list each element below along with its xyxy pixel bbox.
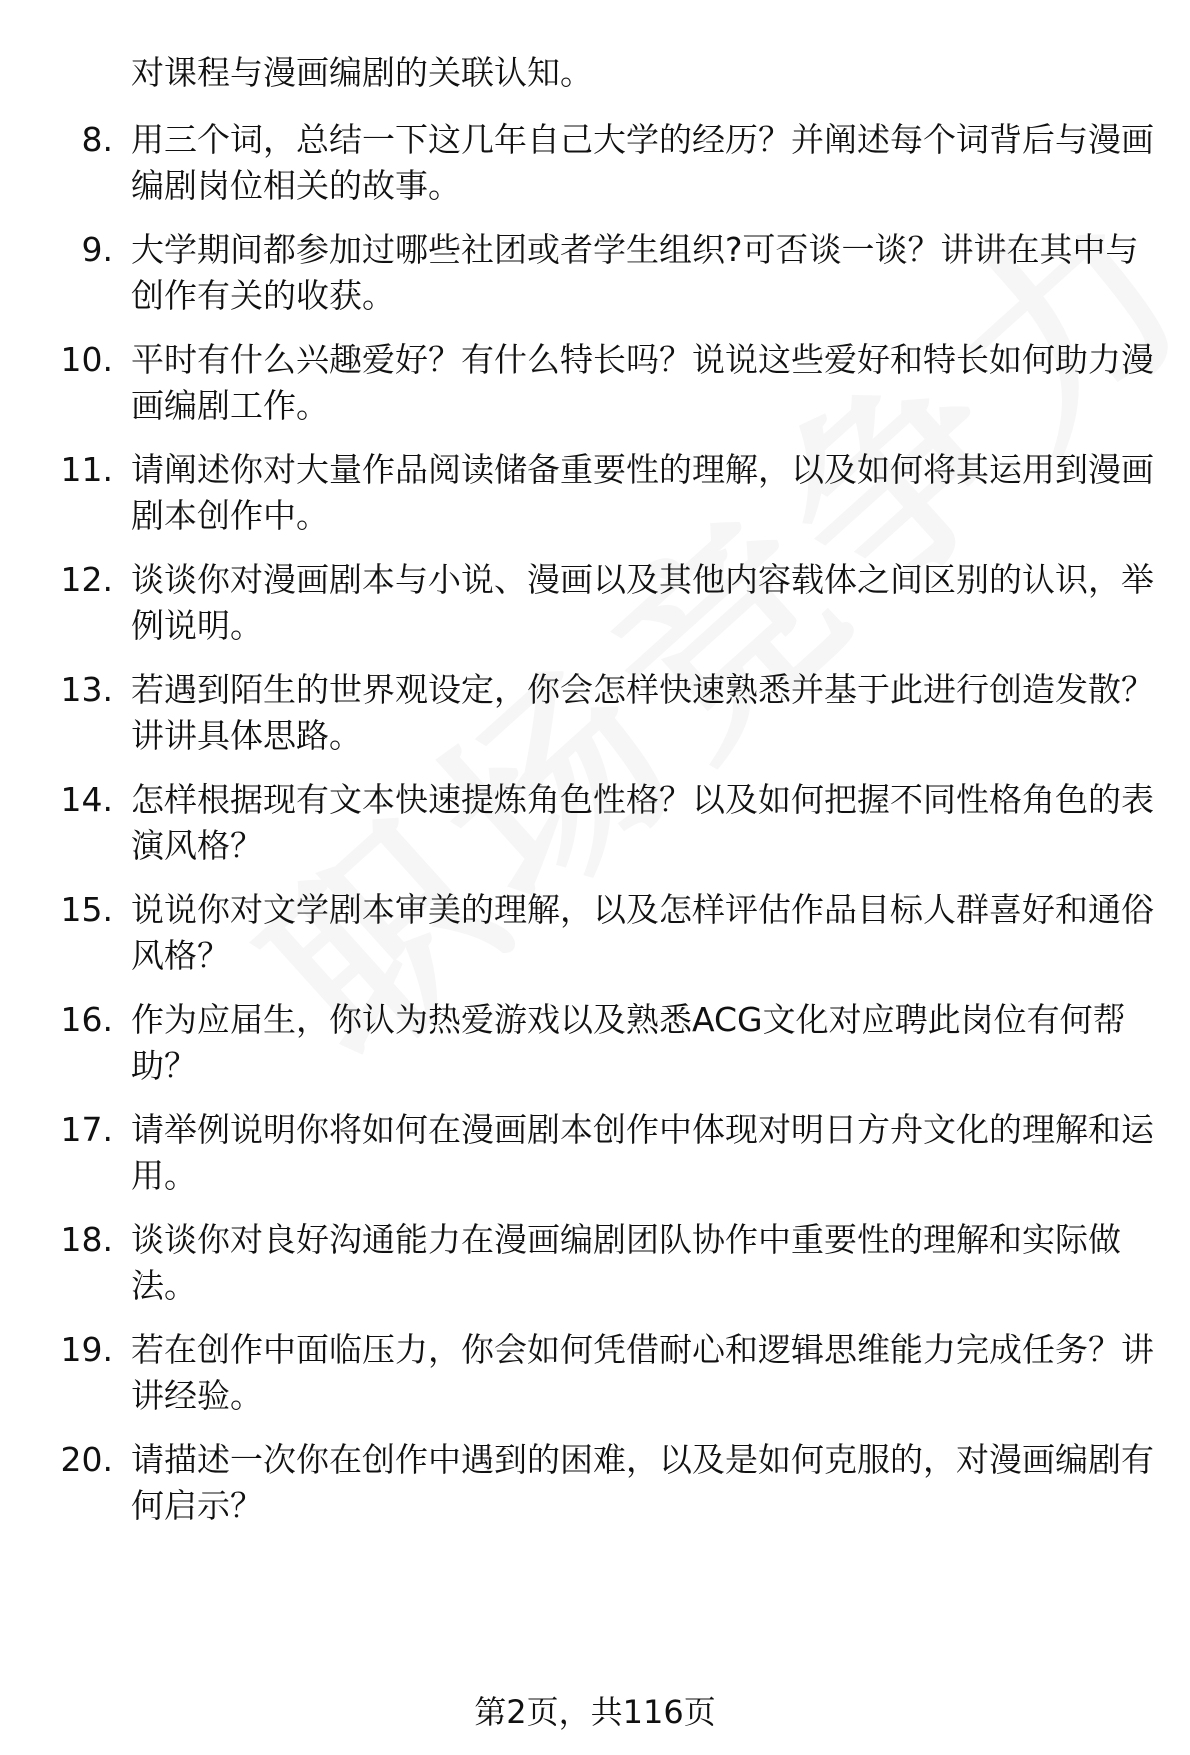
question-text: 请阐述你对大量作品阅读储备重要性的理解，以及如何将其运用到漫画剧本创作中。: [131, 450, 1154, 535]
question-item: [0, 1217, 1190, 1317]
question-text: 请举例说明你将如何在漫画剧本创作中体现对明日方舟文化的理解和运用。: [131, 1110, 1154, 1195]
question-item: [0, 997, 1190, 1097]
question-number: 9.: [81, 230, 113, 269]
question-text: 谈谈你对良好沟通能力在漫画编剧团队协作中重要性的理解和实际做法。: [131, 1220, 1121, 1305]
question-text: 大学期间都参加过哪些社团或者学生组织?可否谈一谈？讲讲在其中与创作有关的收获。: [131, 230, 1139, 315]
question-text: 若遇到陌生的世界观设定，你会怎样快速熟悉并基于此进行创造发散？讲讲具体思路。: [131, 670, 1154, 755]
page-footer: 第2页，共116页: [474, 1693, 716, 1731]
question-text: 若在创作中面临压力，你会如何凭借耐心和逻辑思维能力完成任务？讲讲经验。: [131, 1330, 1154, 1415]
question-number: 14.: [60, 780, 113, 819]
question-text: 平时有什么兴趣爱好？有什么特长吗？说说这些爱好和特长如何助力漫画编剧工作。: [131, 340, 1154, 425]
question-number: 8.: [81, 120, 113, 159]
question-item: [0, 1437, 1190, 1537]
question-item: [0, 227, 1190, 327]
continuation-text: 对课程与漫画编剧的关联认知。: [131, 53, 593, 92]
question-number: 15.: [60, 890, 113, 929]
question-number: 10.: [60, 340, 113, 379]
question-text: 说说你对文学剧本审美的理解，以及怎样评估作品目标人群喜好和通俗风格？: [131, 890, 1154, 975]
question-item: [0, 1327, 1190, 1427]
question-number: 17.: [60, 1110, 113, 1149]
question-text: 请描述一次你在创作中遇到的困难，以及是如何克服的，对漫画编剧有何启示？: [131, 1440, 1154, 1525]
question-text: 作为应届生，你认为热爱游戏以及熟悉ACG文化对应聘此岗位有何帮助？: [131, 1000, 1126, 1085]
question-number: 20.: [60, 1440, 113, 1479]
question-number: 12.: [60, 560, 113, 599]
question-item: [0, 447, 1190, 547]
question-item: [0, 557, 1190, 657]
question-text: 怎样根据现有文本快速提炼角色性格？以及如何把握不同性格角色的表演风格？: [131, 780, 1154, 865]
question-item: [0, 1107, 1190, 1207]
question-item: [0, 777, 1190, 877]
question-text: 用三个词，总结一下这几年自己大学的经历？并阐述每个词背后与漫画编剧岗位相关的故事。: [131, 120, 1154, 205]
question-number: 11.: [60, 450, 113, 489]
question-text: 谈谈你对漫画剧本与小说、漫画以及其他内容载体之间区别的认识，举例说明。: [131, 560, 1154, 645]
question-number: 18.: [60, 1220, 113, 1259]
question-item: [0, 667, 1190, 767]
question-number: 16.: [60, 1000, 113, 1039]
question-number: 19.: [60, 1330, 113, 1369]
question-number: 13.: [60, 670, 113, 709]
question-item: [0, 887, 1190, 987]
question-item: [0, 337, 1190, 437]
question-item: [0, 117, 1190, 217]
